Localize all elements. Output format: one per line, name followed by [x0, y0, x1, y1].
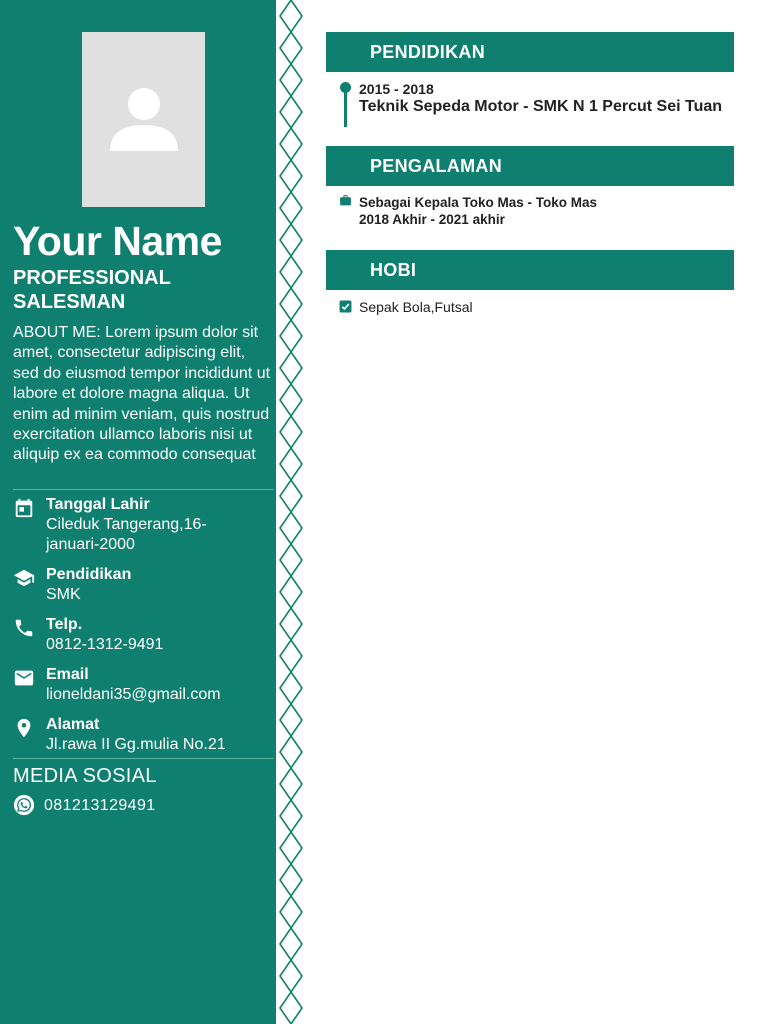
diamond-shape — [280, 480, 302, 512]
graduation-cap-icon — [13, 567, 35, 589]
location-pin-icon — [13, 717, 35, 739]
info-value: Jl.rawa II Gg.mulia No.21 — [46, 736, 226, 753]
calendar-icon — [13, 497, 35, 519]
diamond-shape — [280, 448, 302, 480]
info-label: Pendidikan — [46, 566, 132, 583]
checkbox-icon — [339, 300, 352, 313]
section-header-education — [326, 32, 734, 72]
diamond-shape — [280, 896, 302, 928]
info-value: 0812-1312-9491 — [46, 636, 164, 653]
diamond-shape — [280, 224, 302, 256]
info-value: lioneldani35@gmail.com — [46, 686, 221, 703]
diamond-shape — [280, 576, 302, 608]
diamond-shape — [280, 416, 302, 448]
info-label: Alamat — [46, 716, 100, 733]
about-me-text: ABOUT ME: Lorem ipsum dolor sit amet, consectetur adipiscing elit, sed do eiusmod tempor incididunt ut labore et dolore magna aliqua. Ut enim ad minim veniam, quis nostrud exercitation ullamco laboris nisi ut aliquip ex ea commodo consequat — [13, 324, 271, 464]
info-label: Tanggal Lahir — [46, 496, 150, 513]
phone-icon — [13, 617, 35, 639]
diamond-shape — [280, 704, 302, 736]
diamond-pattern-divider — [276, 0, 306, 1024]
education-school: Teknik Sepeda Motor - SMK N 1 Percut Sei Tuan — [359, 98, 723, 115]
diamond-shape — [280, 0, 302, 32]
diamond-shape — [280, 608, 302, 640]
diamond-shape — [280, 32, 302, 64]
diamond-shape — [280, 832, 302, 864]
divider — [13, 489, 274, 490]
mail-icon — [13, 667, 35, 689]
divider — [13, 758, 274, 759]
experience-period: 2018 Akhir - 2021 akhir — [359, 212, 505, 227]
education-years: 2015 - 2018 — [359, 81, 434, 97]
diamond-shape — [280, 800, 302, 832]
section-header-experience — [326, 146, 734, 186]
info-value: SMK — [46, 586, 81, 603]
diamond-shape — [280, 352, 302, 384]
diamond-shape — [280, 672, 302, 704]
info-label: Email — [46, 666, 89, 683]
whatsapp-number: 081213129491 — [44, 797, 156, 814]
whatsapp-icon — [13, 794, 35, 816]
experience-role: Sebagai Kepala Toko Mas - Toko Mas — [359, 195, 598, 210]
person-placeholder-icon — [110, 87, 178, 153]
info-value: Cileduk Tangerang,16-januari-2000 — [46, 516, 207, 553]
timeline-line — [344, 90, 347, 127]
diamond-shape — [280, 928, 302, 960]
hobby-text: Sepak Bola,Futsal — [359, 299, 473, 315]
diamond-shape — [280, 736, 302, 768]
diamond-shape — [280, 992, 302, 1024]
diamond-shape — [280, 512, 302, 544]
diamond-shape — [280, 864, 302, 896]
diamond-shape — [280, 128, 302, 160]
diamond-shape — [280, 192, 302, 224]
info-label: Telp. — [46, 616, 83, 633]
diamond-shape — [280, 256, 302, 288]
diamond-shape — [280, 544, 302, 576]
diamond-shape — [280, 384, 302, 416]
sidebar — [0, 0, 276, 1024]
diamond-shape — [280, 320, 302, 352]
diamond-shape — [280, 768, 302, 800]
section-header-hobby — [326, 250, 734, 290]
diamond-shape — [280, 160, 302, 192]
briefcase-icon — [339, 194, 352, 207]
diamond-shape — [280, 960, 302, 992]
diamond-shape — [280, 288, 302, 320]
profile-name: Your Name — [13, 218, 222, 264]
profile-title: PROFESSIONAL SALESMAN — [13, 267, 171, 313]
section-title: PENDIDIKAN — [370, 42, 486, 62]
section-title: HOBI — [370, 260, 417, 280]
diamond-shape — [280, 64, 302, 96]
social-media-title: MEDIA SOSIAL — [13, 765, 157, 787]
diamond-shape — [280, 96, 302, 128]
profile-photo-placeholder — [82, 32, 205, 207]
diamond-shape — [280, 640, 302, 672]
section-title: PENGALAMAN — [370, 156, 502, 176]
